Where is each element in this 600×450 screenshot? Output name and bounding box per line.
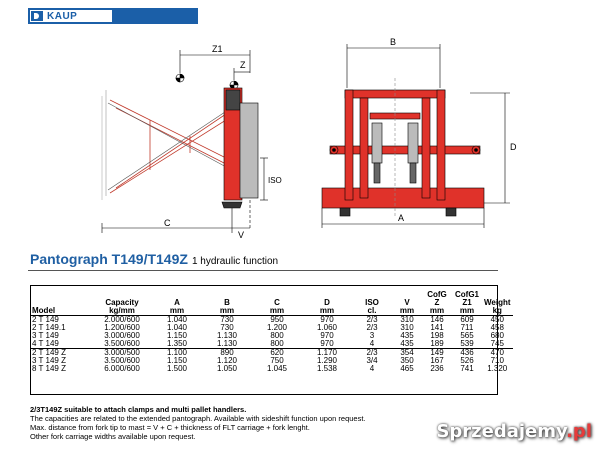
header-line-2: mm — [269, 305, 285, 315]
table-cell: 6.000/600 — [104, 363, 140, 373]
table-cell: 2/3 — [366, 322, 378, 332]
kaup-logo — [30, 10, 112, 22]
table-cell: 1.130 — [216, 338, 238, 348]
dim-b: B — [390, 37, 397, 47]
table-cell: 1.170 — [302, 348, 352, 357]
column-header — [302, 285, 352, 315]
table-cell: 1.500 — [166, 363, 188, 373]
table-cell: 2/3 — [352, 348, 392, 357]
table-cell: 2 T 149 Z — [30, 348, 92, 357]
header-line-1: B — [224, 297, 230, 307]
table-cell: 680 — [490, 330, 504, 340]
table-cell: 970 — [320, 338, 334, 348]
table-cell: 3.000/600 — [104, 330, 140, 340]
table-cell: 141 — [430, 322, 444, 332]
table-cell: 3.500/600 — [104, 338, 140, 348]
side-view — [102, 50, 268, 233]
table-cell: 1.150 — [166, 330, 188, 340]
note-line: Max. distance from fork tip to mast = V + C + thickness of FLT carriage + fork lenght. — [30, 423, 310, 432]
column-header — [422, 285, 452, 315]
table-cell: 730 — [202, 315, 252, 324]
column-header — [482, 285, 513, 315]
table-cell: 609 — [452, 315, 482, 324]
table-cell: 1.200/600 — [104, 322, 140, 332]
table-cell: 3.500/600 — [104, 355, 140, 365]
table-cell: 1.350 — [166, 338, 188, 348]
table-cell: 450 — [482, 315, 513, 324]
note-line: Other fork carriage widths available upon request. — [30, 432, 196, 441]
table-cell: 1.040 — [152, 315, 202, 324]
table-cell: 565 — [460, 330, 474, 340]
table-cell: 745 — [490, 338, 504, 348]
table-cell: 539 — [460, 338, 474, 348]
column-header — [352, 285, 392, 315]
table-cell: 350 — [400, 355, 414, 365]
product-title: Pantograph T149/T149Z — [30, 251, 188, 267]
table-cell: 3 T 149 Z — [32, 355, 66, 365]
header-line-2: mm — [219, 305, 235, 315]
header-line-1: Weight — [484, 297, 511, 307]
table-cell: 236 — [430, 363, 444, 373]
header-line-2: kg — [492, 305, 502, 315]
table-cell: 950 — [252, 315, 302, 324]
table-cell: 1.045 — [266, 363, 288, 373]
dim-c: C — [164, 218, 171, 228]
dim-v: V — [238, 230, 245, 240]
note-line: The capacities are related to the extended pantograph. Available with sideshift function upon request. — [30, 414, 366, 423]
table-cell: 167 — [430, 355, 444, 365]
table-cell: 198 — [430, 330, 444, 340]
header-line-1: C — [274, 297, 280, 307]
table-cell: 730 — [220, 322, 234, 332]
table-cell: 1.320 — [487, 363, 508, 373]
table-cell: 1.100 — [152, 348, 202, 357]
table-row — [30, 365, 513, 373]
column-header — [92, 285, 152, 315]
table-cell: 2.000/600 — [92, 315, 152, 324]
table-header-row — [30, 285, 513, 315]
table-cell: 1.050 — [216, 363, 238, 373]
table-cell: 800 — [270, 330, 284, 340]
table-cell: 149 — [422, 348, 452, 357]
table-cell: 2 T 149 — [30, 315, 92, 324]
table-cell: 970 — [302, 315, 352, 324]
table-cell: 1.150 — [166, 355, 188, 365]
brand-name: KAUP — [47, 10, 78, 22]
header-line-2: mm — [459, 305, 475, 315]
table-cell: 1.200 — [266, 322, 288, 332]
page-title — [30, 251, 278, 267]
table-cell: 458 — [490, 322, 504, 332]
column-header — [202, 285, 252, 315]
header-line-2: cl. — [367, 305, 377, 315]
table-cell: 3 — [369, 330, 375, 340]
table-cell: 750 — [270, 355, 284, 365]
table-cell: 189 — [430, 338, 444, 348]
header-line-1: CofG Z — [427, 289, 447, 307]
column-header — [30, 285, 92, 315]
table-cell: 4 T 149 — [32, 338, 59, 348]
column-header — [392, 285, 422, 315]
header-line-2: Model — [32, 305, 56, 315]
note-bold: 2/3T149Z suitable to attach clamps and multi pallet handlers. — [30, 405, 247, 414]
header-line-2: mm — [399, 305, 415, 315]
table-cell: 970 — [320, 330, 334, 340]
table-cell: 435 — [400, 338, 414, 348]
product-subtitle: 1 hydraulic function — [191, 256, 279, 267]
watermark-suffix: .pl — [566, 421, 592, 442]
table-cell: 710 — [490, 355, 504, 365]
table-cell: 1.290 — [316, 355, 338, 365]
spec-table — [30, 285, 513, 373]
title-divider — [28, 270, 498, 271]
header-line-1: V — [404, 297, 410, 307]
table-cell: 3.000/500 — [92, 348, 152, 357]
brand-bar — [28, 8, 198, 24]
dim-z: Z — [240, 60, 246, 70]
table-cell: 3 T 149 — [32, 330, 59, 340]
table-row — [30, 340, 513, 349]
table-cell: 436 — [452, 348, 482, 357]
table-cell: 1.538 — [316, 363, 338, 373]
column-header — [152, 285, 202, 315]
table-cell: 310 — [392, 315, 422, 324]
header-line-1: D — [324, 297, 330, 307]
table-cell: 4 — [369, 363, 375, 373]
table-cell: 800 — [270, 338, 284, 348]
table-group-t149z — [30, 348, 513, 373]
watermark — [436, 421, 592, 442]
table-cell: 8 T 149 Z — [32, 363, 66, 373]
table-cell: 620 — [252, 348, 302, 357]
table-cell: 4 — [369, 338, 375, 348]
table-cell: 890 — [202, 348, 252, 357]
table-cell: 3/4 — [366, 355, 378, 365]
watermark-text: Sprzedajemy — [436, 421, 567, 442]
table-cell: 711 — [460, 322, 474, 332]
table-cell: 146 — [422, 315, 452, 324]
column-header — [452, 285, 482, 315]
table-cell: 1.130 — [216, 330, 238, 340]
table-cell: 526 — [460, 355, 474, 365]
notes — [30, 405, 366, 441]
table-cell: 354 — [392, 348, 422, 357]
table-cell: 2 T 149.1 — [32, 322, 66, 332]
header-line-2: mm — [319, 305, 335, 315]
table-cell: 1.060 — [316, 322, 338, 332]
header-line-2: mm — [169, 305, 185, 315]
table-cell: 1.040 — [166, 322, 188, 332]
header-line-1: Capacity — [105, 297, 139, 307]
header-line-1: CofG1 Z1 — [455, 289, 479, 307]
header-line-1: A — [174, 297, 180, 307]
front-view — [322, 44, 510, 228]
header-line-2: mm — [429, 305, 445, 315]
table-cell: 435 — [400, 330, 414, 340]
table-cell: 465 — [400, 363, 414, 373]
dim-iso: ISO — [268, 176, 282, 185]
kaup-logo-icon — [31, 11, 43, 21]
header-line-2: kg/mm — [109, 305, 135, 315]
dim-d: D — [510, 142, 517, 152]
table-group-t149 — [30, 315, 513, 348]
header-line-1: ISO — [365, 297, 379, 307]
technical-drawing — [0, 28, 600, 248]
table-cell: 2/3 — [352, 315, 392, 324]
table-cell: 741 — [460, 363, 474, 373]
table-cell: 470 — [482, 348, 513, 357]
table-cell: 310 — [400, 322, 414, 332]
dim-a: A — [398, 213, 405, 223]
table-cell: 1.120 — [216, 355, 238, 365]
column-header — [252, 285, 302, 315]
dim-z1: Z1 — [212, 44, 223, 54]
